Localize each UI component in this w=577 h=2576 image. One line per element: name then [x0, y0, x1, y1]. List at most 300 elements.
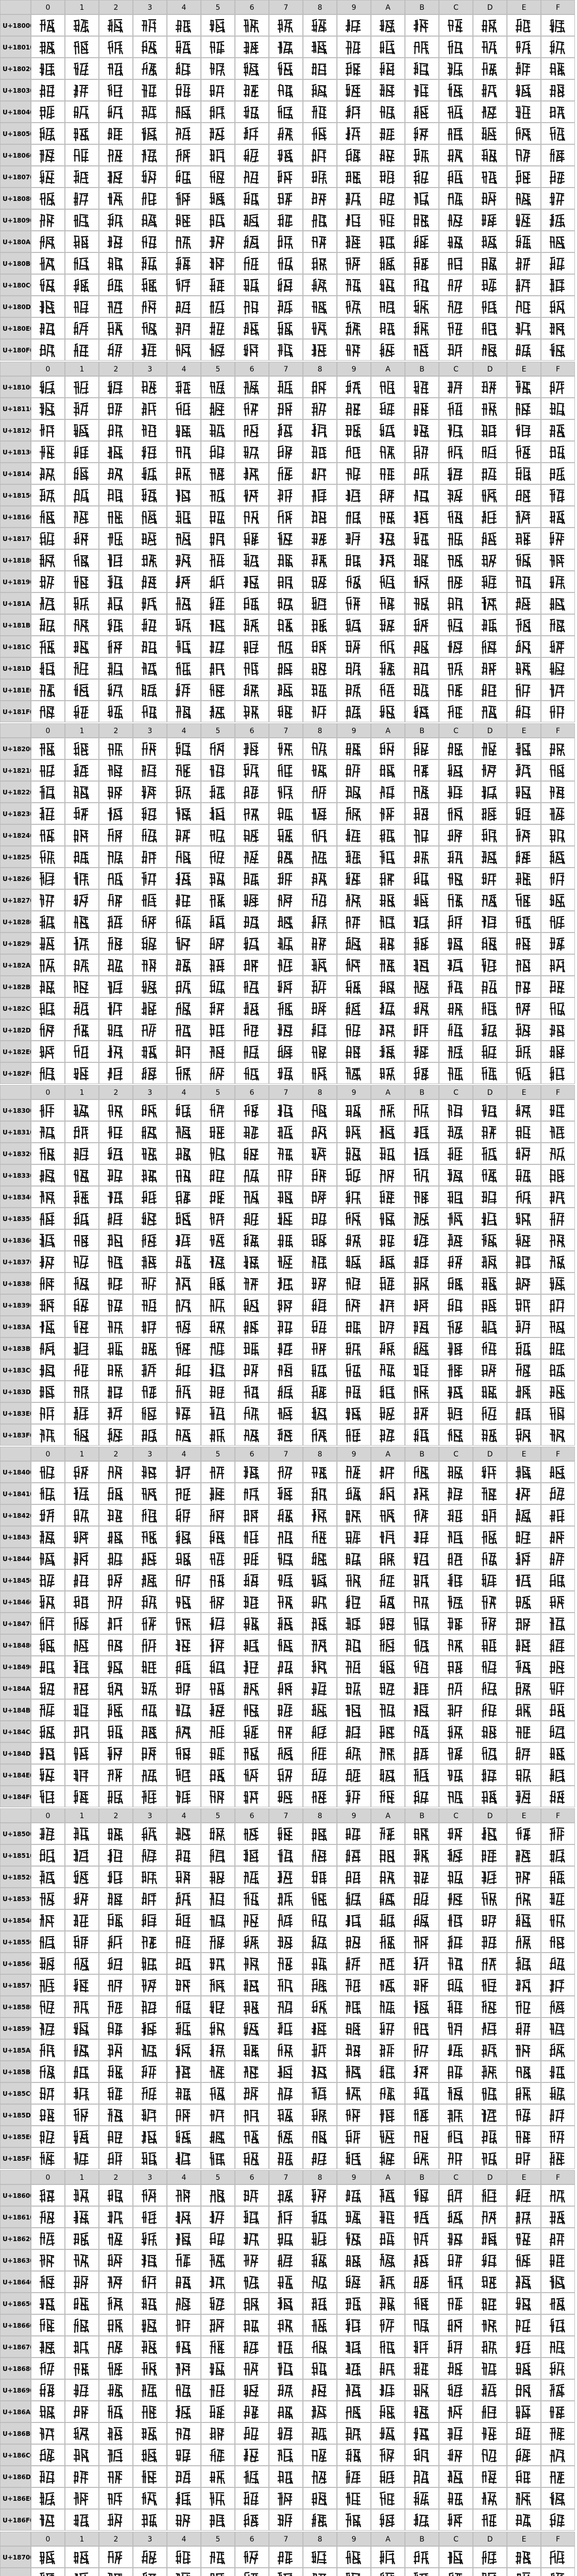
- tangut-glyph-icon: [201, 1186, 235, 1208]
- column-header: D: [473, 0, 507, 14]
- tangut-glyph-icon: [269, 1844, 303, 1866]
- tangut-glyph-icon: [133, 592, 167, 614]
- tangut-glyph-icon: [541, 188, 575, 209]
- glyph-shape: [481, 191, 497, 207]
- glyph-shape: [39, 2064, 55, 2080]
- glyph-shape: [243, 1703, 259, 1718]
- glyph-shape: [481, 2043, 497, 2058]
- glyph-shape: [345, 1255, 361, 1270]
- tangut-glyph-icon: [269, 1164, 303, 1186]
- glyph-shape: [345, 531, 361, 547]
- column-header: 7: [269, 2532, 303, 2546]
- glyph-shape: [345, 2231, 361, 2247]
- glyph-shape: [243, 618, 259, 633]
- glyph-shape: [345, 1190, 361, 1205]
- glyph-shape: [481, 2021, 497, 2037]
- glyph-shape: [141, 61, 157, 77]
- tangut-glyph-icon: [405, 933, 439, 954]
- tangut-glyph-icon: [473, 1974, 507, 1996]
- tangut-glyph-icon: [371, 1823, 405, 1844]
- tangut-glyph-icon: [31, 123, 65, 144]
- row-label: U+18290: [0, 933, 31, 954]
- tangut-glyph-icon: [167, 1208, 201, 1229]
- glyph-shape: [311, 1125, 327, 1140]
- header-corner: [0, 723, 31, 738]
- glyph-shape: [73, 661, 89, 676]
- tangut-glyph-icon: [303, 846, 337, 868]
- tangut-glyph-icon: [31, 398, 65, 419]
- glyph-shape: [39, 2340, 55, 2355]
- tangut-glyph-icon: [507, 2487, 541, 2509]
- glyph-shape: [107, 553, 123, 568]
- tangut-glyph-icon: [167, 868, 201, 889]
- glyph-shape: [515, 343, 531, 358]
- glyph-shape: [515, 170, 531, 185]
- glyph-shape: [447, 2513, 463, 2528]
- tangut-glyph-icon: [99, 549, 133, 571]
- glyph-shape: [175, 105, 191, 120]
- glyph-shape: [175, 2210, 191, 2225]
- glyph-shape: [39, 2108, 55, 2123]
- glyph-shape: [39, 510, 55, 525]
- glyph-shape: [481, 1044, 497, 1060]
- tangut-glyph-icon: [133, 1953, 167, 1974]
- glyph-shape: [141, 1319, 157, 1335]
- tangut-glyph-icon: [31, 1121, 65, 1143]
- glyph-shape: [311, 936, 327, 952]
- glyph-shape: [107, 299, 123, 315]
- tangut-glyph-icon: [133, 1316, 167, 1337]
- glyph-shape: [141, 1870, 157, 1885]
- glyph-shape: [447, 1428, 463, 1443]
- glyph-shape: [277, 763, 293, 778]
- glyph-shape: [413, 18, 429, 33]
- glyph-shape: [73, 1211, 89, 1227]
- glyph-shape: [243, 61, 259, 77]
- glyph-shape: [379, 256, 395, 272]
- glyph-shape: [141, 958, 157, 973]
- glyph-shape: [379, 1190, 395, 1205]
- glyph-shape: [311, 2275, 327, 2290]
- tangut-glyph-icon: [371, 1062, 405, 1084]
- glyph-shape: [413, 1066, 429, 1081]
- tangut-glyph-icon: [65, 2147, 99, 2169]
- tangut-glyph-icon: [405, 296, 439, 317]
- glyph-shape: [481, 380, 497, 395]
- tangut-glyph-icon: [337, 1742, 371, 1764]
- tangut-glyph-icon: [541, 1888, 575, 1909]
- tangut-glyph-icon: [235, 1909, 269, 1931]
- glyph-shape: [243, 1935, 259, 1950]
- glyph-shape: [39, 1848, 55, 1863]
- glyph-shape: [481, 1999, 497, 2015]
- tangut-glyph-icon: [439, 1613, 473, 1634]
- glyph-shape: [481, 1978, 497, 1993]
- tangut-glyph-icon: [235, 231, 269, 252]
- tangut-glyph-icon: [507, 1844, 541, 1866]
- column-header: 7: [269, 362, 303, 376]
- tangut-glyph-icon: [337, 376, 371, 398]
- tangut-glyph-icon: [337, 2126, 371, 2147]
- tangut-glyph-icon: [31, 846, 65, 868]
- tangut-glyph-icon: [337, 188, 371, 209]
- glyph-shape: [447, 2151, 463, 2166]
- glyph-shape: [73, 2383, 89, 2398]
- tangut-glyph-icon: [65, 252, 99, 274]
- glyph-shape: [549, 1168, 565, 1183]
- tangut-glyph-icon: [473, 614, 507, 636]
- glyph-shape: [73, 256, 89, 272]
- row-label: U+18390: [0, 1294, 31, 1316]
- tangut-glyph-icon: [439, 2126, 473, 2147]
- glyph-shape: [175, 2043, 191, 2058]
- glyph-shape: [481, 2469, 497, 2485]
- glyph-shape: [515, 1768, 531, 1783]
- glyph-shape: [515, 1746, 531, 1761]
- column-header: B: [405, 1808, 439, 1823]
- tangut-glyph-icon: [303, 2336, 337, 2358]
- glyph-shape: [481, 1573, 497, 1588]
- tangut-glyph-icon: [133, 2039, 167, 2061]
- tangut-glyph-icon: [99, 1953, 133, 1974]
- row-label: U+18230: [0, 803, 31, 824]
- glyph-shape: [107, 958, 123, 973]
- tangut-glyph-icon: [541, 2466, 575, 2487]
- tangut-glyph-icon: [99, 2336, 133, 2358]
- tangut-glyph-icon: [201, 1402, 235, 1424]
- tangut-glyph-icon: [541, 317, 575, 339]
- tangut-glyph-icon: [31, 296, 65, 317]
- tangut-glyph-icon: [371, 1613, 405, 1634]
- glyph-shape: [175, 1001, 191, 1016]
- tangut-glyph-icon: [133, 2568, 167, 2576]
- glyph-shape: [209, 893, 225, 908]
- glyph-shape: [175, 763, 191, 778]
- tangut-glyph-icon: [133, 1461, 167, 1483]
- tangut-glyph-icon: [167, 14, 201, 36]
- tangut-glyph-icon: [269, 123, 303, 144]
- tangut-glyph-icon: [133, 1613, 167, 1634]
- tangut-glyph-icon: [541, 1742, 575, 1764]
- tangut-glyph-icon: [269, 2487, 303, 2509]
- glyph-shape: [209, 1146, 225, 1162]
- tangut-glyph-icon: [405, 2509, 439, 2531]
- tangut-glyph-icon: [541, 2249, 575, 2271]
- tangut-glyph-icon: [541, 2444, 575, 2466]
- column-header: 2: [99, 723, 133, 738]
- glyph-shape: [73, 278, 89, 293]
- tangut-glyph-icon: [201, 954, 235, 976]
- tangut-glyph-icon: [167, 738, 201, 759]
- glyph-shape: [311, 2404, 327, 2420]
- tangut-glyph-icon: [167, 1337, 201, 1359]
- glyph-shape: [447, 531, 463, 547]
- tangut-glyph-icon: [99, 976, 133, 997]
- tangut-glyph-icon: [99, 274, 133, 296]
- tangut-glyph-icon: [303, 2126, 337, 2147]
- glyph-shape: [73, 1956, 89, 1972]
- tangut-glyph-icon: [201, 1316, 235, 1337]
- glyph-shape: [277, 83, 293, 98]
- glyph-shape: [447, 1125, 463, 1140]
- glyph-shape: [141, 1935, 157, 1950]
- glyph-shape: [73, 1768, 89, 1783]
- tangut-glyph-icon: [473, 933, 507, 954]
- glyph-shape: [39, 1913, 55, 1928]
- tangut-glyph-icon: [201, 1569, 235, 1591]
- glyph-shape: [515, 1508, 531, 1523]
- glyph-shape: [141, 380, 157, 395]
- glyph-shape: [515, 828, 531, 843]
- glyph-shape: [277, 1789, 293, 1805]
- tangut-glyph-icon: [439, 58, 473, 79]
- glyph-shape: [141, 2188, 157, 2204]
- tangut-glyph-icon: [405, 166, 439, 188]
- glyph-shape: [39, 553, 55, 568]
- glyph-shape: [515, 1168, 531, 1183]
- glyph-shape: [515, 278, 531, 293]
- glyph-shape: [515, 958, 531, 973]
- glyph-shape: [107, 191, 123, 207]
- glyph-shape: [175, 1363, 191, 1378]
- tangut-glyph-icon: [507, 1888, 541, 1909]
- tangut-glyph-icon: [371, 571, 405, 592]
- tangut-glyph-icon: [133, 1742, 167, 1764]
- tangut-glyph-icon: [99, 1888, 133, 1909]
- tangut-glyph-icon: [473, 1591, 507, 1613]
- glyph-shape: [141, 1406, 157, 1421]
- glyph-shape: [379, 2210, 395, 2225]
- glyph-shape: [379, 1233, 395, 1248]
- glyph-shape: [515, 148, 531, 163]
- tangut-glyph-icon: [371, 803, 405, 824]
- tangut-glyph-icon: [201, 14, 235, 36]
- glyph-shape: [481, 683, 497, 698]
- tangut-glyph-icon: [201, 1461, 235, 1483]
- tangut-glyph-icon: [99, 679, 133, 701]
- glyph-shape: [39, 871, 55, 887]
- glyph-shape: [515, 1319, 531, 1335]
- glyph-shape: [243, 278, 259, 293]
- tangut-glyph-icon: [473, 2509, 507, 2531]
- glyph-shape: [107, 596, 123, 612]
- tangut-glyph-icon: [269, 274, 303, 296]
- glyph-shape: [243, 2296, 259, 2312]
- glyph-shape: [345, 2021, 361, 2037]
- column-header: 8: [303, 362, 337, 376]
- glyph-shape: [73, 1168, 89, 1183]
- tangut-glyph-icon: [31, 824, 65, 846]
- tangut-glyph-icon: [31, 1359, 65, 1381]
- tangut-glyph-icon: [371, 14, 405, 36]
- glyph-shape: [549, 683, 565, 698]
- tangut-glyph-icon: [133, 1526, 167, 1548]
- glyph-shape: [277, 1406, 293, 1421]
- tangut-glyph-icon: [65, 144, 99, 166]
- glyph-shape: [515, 936, 531, 952]
- tangut-glyph-icon: [133, 528, 167, 549]
- glyph-shape: [39, 850, 55, 865]
- tangut-glyph-icon: [473, 1888, 507, 1909]
- glyph-shape: [515, 1848, 531, 1863]
- glyph-shape: [73, 170, 89, 185]
- tangut-glyph-icon: [405, 1931, 439, 1953]
- row-label: U+181A0: [0, 592, 31, 614]
- tangut-glyph-icon: [507, 1402, 541, 1424]
- glyph-shape: [515, 2318, 531, 2333]
- tangut-glyph-icon: [371, 976, 405, 997]
- tangut-glyph-icon: [473, 36, 507, 58]
- tangut-glyph-icon: [201, 2184, 235, 2206]
- column-header: 1: [65, 0, 99, 14]
- column-header: A: [371, 1085, 405, 1099]
- glyph-shape: [141, 1103, 157, 1118]
- glyph-shape: [413, 2043, 429, 2058]
- column-header: E: [507, 362, 541, 376]
- tangut-glyph-icon: [337, 1099, 371, 1121]
- tangut-glyph-icon: [133, 188, 167, 209]
- glyph-shape: [413, 2426, 429, 2442]
- tangut-glyph-icon: [31, 339, 65, 361]
- tangut-glyph-icon: [371, 1996, 405, 2018]
- tangut-glyph-icon: [31, 976, 65, 997]
- glyph-shape: [73, 510, 89, 525]
- column-header: 4: [167, 1085, 201, 1099]
- tangut-glyph-icon: [99, 463, 133, 484]
- tangut-glyph-icon: [303, 1953, 337, 1974]
- tangut-glyph-icon: [439, 1888, 473, 1909]
- glyph-shape: [379, 1530, 395, 1545]
- tangut-glyph-icon: [201, 1591, 235, 1613]
- glyph-shape: [73, 1406, 89, 1421]
- tangut-glyph-icon: [65, 803, 99, 824]
- row-label: U+18200: [0, 738, 31, 759]
- glyph-shape: [277, 806, 293, 822]
- tangut-glyph-icon: [541, 252, 575, 274]
- glyph-shape: [311, 763, 327, 778]
- glyph-shape: [141, 683, 157, 698]
- tangut-glyph-icon: [439, 636, 473, 657]
- tangut-glyph-icon: [31, 463, 65, 484]
- tangut-glyph-icon: [269, 79, 303, 101]
- glyph-shape: [549, 2043, 565, 2058]
- tangut-glyph-icon: [133, 101, 167, 123]
- tangut-glyph-icon: [337, 1721, 371, 1742]
- tangut-glyph-icon: [541, 1526, 575, 1548]
- tangut-glyph-icon: [65, 846, 99, 868]
- glyph-shape: [107, 2383, 123, 2398]
- glyph-shape: [141, 423, 157, 438]
- glyph-shape: [345, 574, 361, 590]
- tangut-glyph-icon: [337, 2444, 371, 2466]
- tangut-glyph-icon: [371, 2401, 405, 2422]
- tangut-glyph-icon: [269, 2018, 303, 2039]
- row-label: U+18640: [0, 2271, 31, 2293]
- tangut-glyph-icon: [507, 679, 541, 701]
- glyph-shape: [39, 2361, 55, 2377]
- tangut-glyph-icon: [541, 1121, 575, 1143]
- tangut-glyph-icon: [99, 528, 133, 549]
- glyph-shape: [209, 828, 225, 843]
- tangut-glyph-icon: [337, 58, 371, 79]
- glyph-shape: [345, 2361, 361, 2377]
- tangut-glyph-icon: [167, 1359, 201, 1381]
- tangut-glyph-icon: [99, 2466, 133, 2487]
- tangut-glyph-icon: [133, 1866, 167, 1888]
- tangut-glyph-icon: [541, 2487, 575, 2509]
- glyph-shape: [243, 1681, 259, 1697]
- tangut-glyph-icon: [473, 1844, 507, 1866]
- glyph-shape: [277, 256, 293, 272]
- tangut-glyph-icon: [507, 738, 541, 759]
- glyph-shape: [73, 1233, 89, 1248]
- glyph-shape: [481, 1595, 497, 1610]
- tangut-glyph-icon: [99, 2104, 133, 2126]
- tangut-glyph-icon: [65, 1316, 99, 1337]
- glyph-shape: [345, 871, 361, 887]
- tangut-glyph-icon: [303, 484, 337, 506]
- tangut-glyph-icon: [541, 781, 575, 803]
- glyph-shape: [107, 445, 123, 460]
- glyph-shape: [413, 510, 429, 525]
- glyph-shape: [175, 1595, 191, 1610]
- glyph-shape: [515, 1595, 531, 1610]
- glyph-shape: [175, 1103, 191, 1118]
- tangut-glyph-icon: [31, 1764, 65, 1786]
- glyph-shape: [345, 1146, 361, 1162]
- tangut-glyph-icon: [235, 1143, 269, 1164]
- tangut-glyph-icon: [473, 441, 507, 463]
- glyph-shape: [243, 1211, 259, 1227]
- glyph-shape: [209, 1233, 225, 1248]
- glyph-shape: [141, 1001, 157, 1016]
- glyph-shape: [277, 936, 293, 952]
- tangut-glyph-icon: [507, 803, 541, 824]
- glyph-shape: [379, 2469, 395, 2485]
- glyph-shape: [345, 445, 361, 460]
- glyph-shape: [447, 2426, 463, 2442]
- tangut-glyph-icon: [371, 1526, 405, 1548]
- tangut-glyph-icon: [439, 1483, 473, 1504]
- glyph-shape: [481, 423, 497, 438]
- tangut-glyph-icon: [201, 1164, 235, 1186]
- tangut-glyph-icon: [133, 231, 167, 252]
- glyph-shape: [515, 979, 531, 995]
- tangut-glyph-icon: [541, 144, 575, 166]
- tangut-glyph-icon: [507, 1251, 541, 1273]
- tangut-glyph-icon: [99, 252, 133, 274]
- glyph-shape: [345, 2404, 361, 2420]
- glyph-shape: [345, 1023, 361, 1038]
- glyph-shape: [311, 1848, 327, 1863]
- glyph-shape: [447, 1530, 463, 1545]
- tangut-glyph-icon: [167, 2422, 201, 2444]
- tangut-glyph-icon: [31, 1569, 65, 1591]
- tangut-glyph-icon: [235, 528, 269, 549]
- glyph-shape: [515, 126, 531, 142]
- tangut-glyph-icon: [473, 2126, 507, 2147]
- column-header: 6: [235, 1808, 269, 1823]
- glyph-shape: [39, 40, 55, 55]
- glyph-shape: [141, 763, 157, 778]
- glyph-shape: [107, 170, 123, 185]
- glyph-shape: [39, 1826, 55, 1842]
- tangut-glyph-icon: [405, 1273, 439, 1294]
- tangut-glyph-icon: [133, 738, 167, 759]
- tangut-glyph-icon: [507, 188, 541, 209]
- glyph-shape: [39, 1190, 55, 1205]
- tangut-glyph-icon: [439, 1461, 473, 1483]
